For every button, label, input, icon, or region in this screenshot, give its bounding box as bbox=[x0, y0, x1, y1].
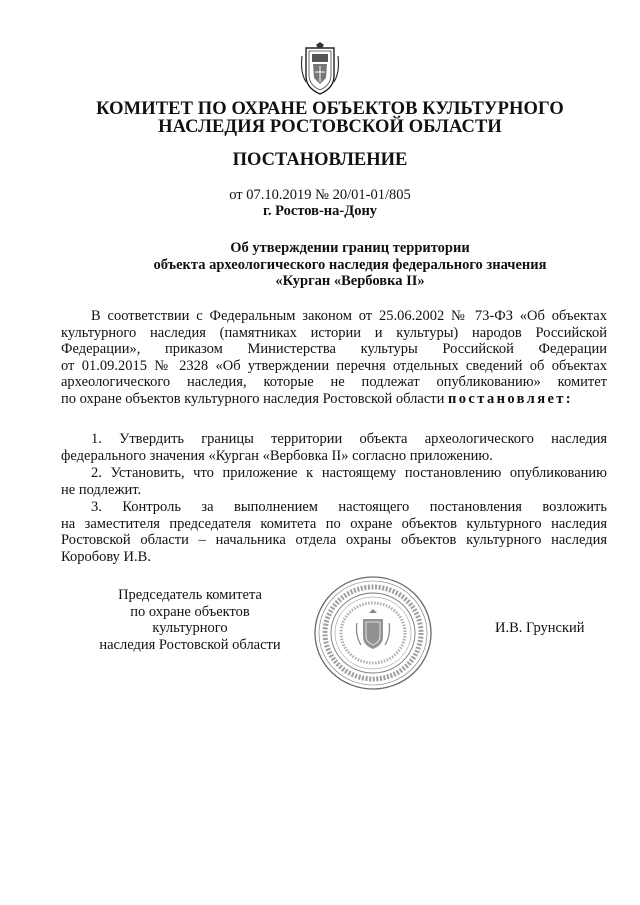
clause-1 bbox=[61, 431, 607, 464]
text-line: на заместителя председателя комитета по охране объектов культурного наследия bbox=[61, 515, 607, 532]
org-line-1: КОМИТЕТ ПО ОХРАНЕ ОБЪЕКТОВ КУЛЬТУРНОГО bbox=[96, 99, 564, 119]
clause-2 bbox=[61, 465, 607, 498]
text-line bbox=[61, 391, 607, 408]
city: г. Ростов-на-Дону bbox=[262, 203, 378, 219]
text-line: культурного наследия (памятниках истории и культуры) народов Российской bbox=[61, 324, 607, 341]
text-line: Федерации», приказом Министерства культуры Российской Федерации bbox=[61, 341, 607, 358]
signatory-position bbox=[95, 587, 285, 653]
clause-3 bbox=[61, 499, 607, 565]
org-line-2: НАСЛЕДИЯ РОСТОВСКОЙ ОБЛАСТИ bbox=[158, 117, 502, 137]
title-line-2: объекта археологического наследия федерального значения bbox=[153, 256, 547, 273]
position-line-2: по охране объектов культурного bbox=[130, 603, 250, 637]
preamble-paragraph bbox=[61, 308, 607, 408]
text-line: Коробову И.В. bbox=[61, 548, 151, 565]
title-line-3: «Курган «Вербовка II» bbox=[275, 273, 425, 290]
decree-word: постановляет: bbox=[448, 390, 574, 407]
text-line: не подлежит. bbox=[61, 481, 142, 498]
document-type: ПОСТАНОВЛЕНИЕ bbox=[232, 150, 408, 170]
text-line: В соответствии с Федеральным законом от 25.06.2002 № 73-ФЗ «Об объектах bbox=[91, 308, 607, 324]
coat-of-arms-icon bbox=[298, 42, 342, 97]
preamble-last-text: по охране объектов культурного наследия Ростовской области bbox=[61, 390, 445, 407]
title-line-1: Об утверждении границ территории bbox=[230, 240, 470, 256]
text-line: 1. Утвердить границы территории объекта археологического наследия bbox=[91, 431, 607, 447]
date-and-number: от 07.10.2019 № 20/01-01/805 bbox=[229, 187, 411, 203]
document-title bbox=[130, 240, 570, 290]
text-line: от 01.09.2015 № 2328 «Об утверждении перечня отдельных сведений об объектах bbox=[61, 357, 607, 374]
position-line-3: наследия Ростовской области bbox=[99, 636, 281, 653]
position-line-1: Председатель комитета bbox=[118, 587, 262, 603]
official-seal-icon bbox=[311, 573, 435, 693]
signatory-name: И.В. Грунский bbox=[495, 620, 585, 636]
text-line: федерального значения «Курган «Вербовка II» согласно приложению. bbox=[61, 447, 493, 464]
issuing-authority bbox=[60, 100, 600, 136]
text-line: Ростовской области – начальника отдела охраны объектов культурного наследия bbox=[61, 532, 607, 549]
text-line: 3. Контроль за выполнением настоящего постановления возложить bbox=[91, 499, 607, 515]
text-line: археологического наследия, которые не подлежат опубликованию» комитет bbox=[61, 374, 607, 391]
text-line: 2. Установить, что приложение к настоящему постановлению опубликованию bbox=[91, 465, 607, 481]
